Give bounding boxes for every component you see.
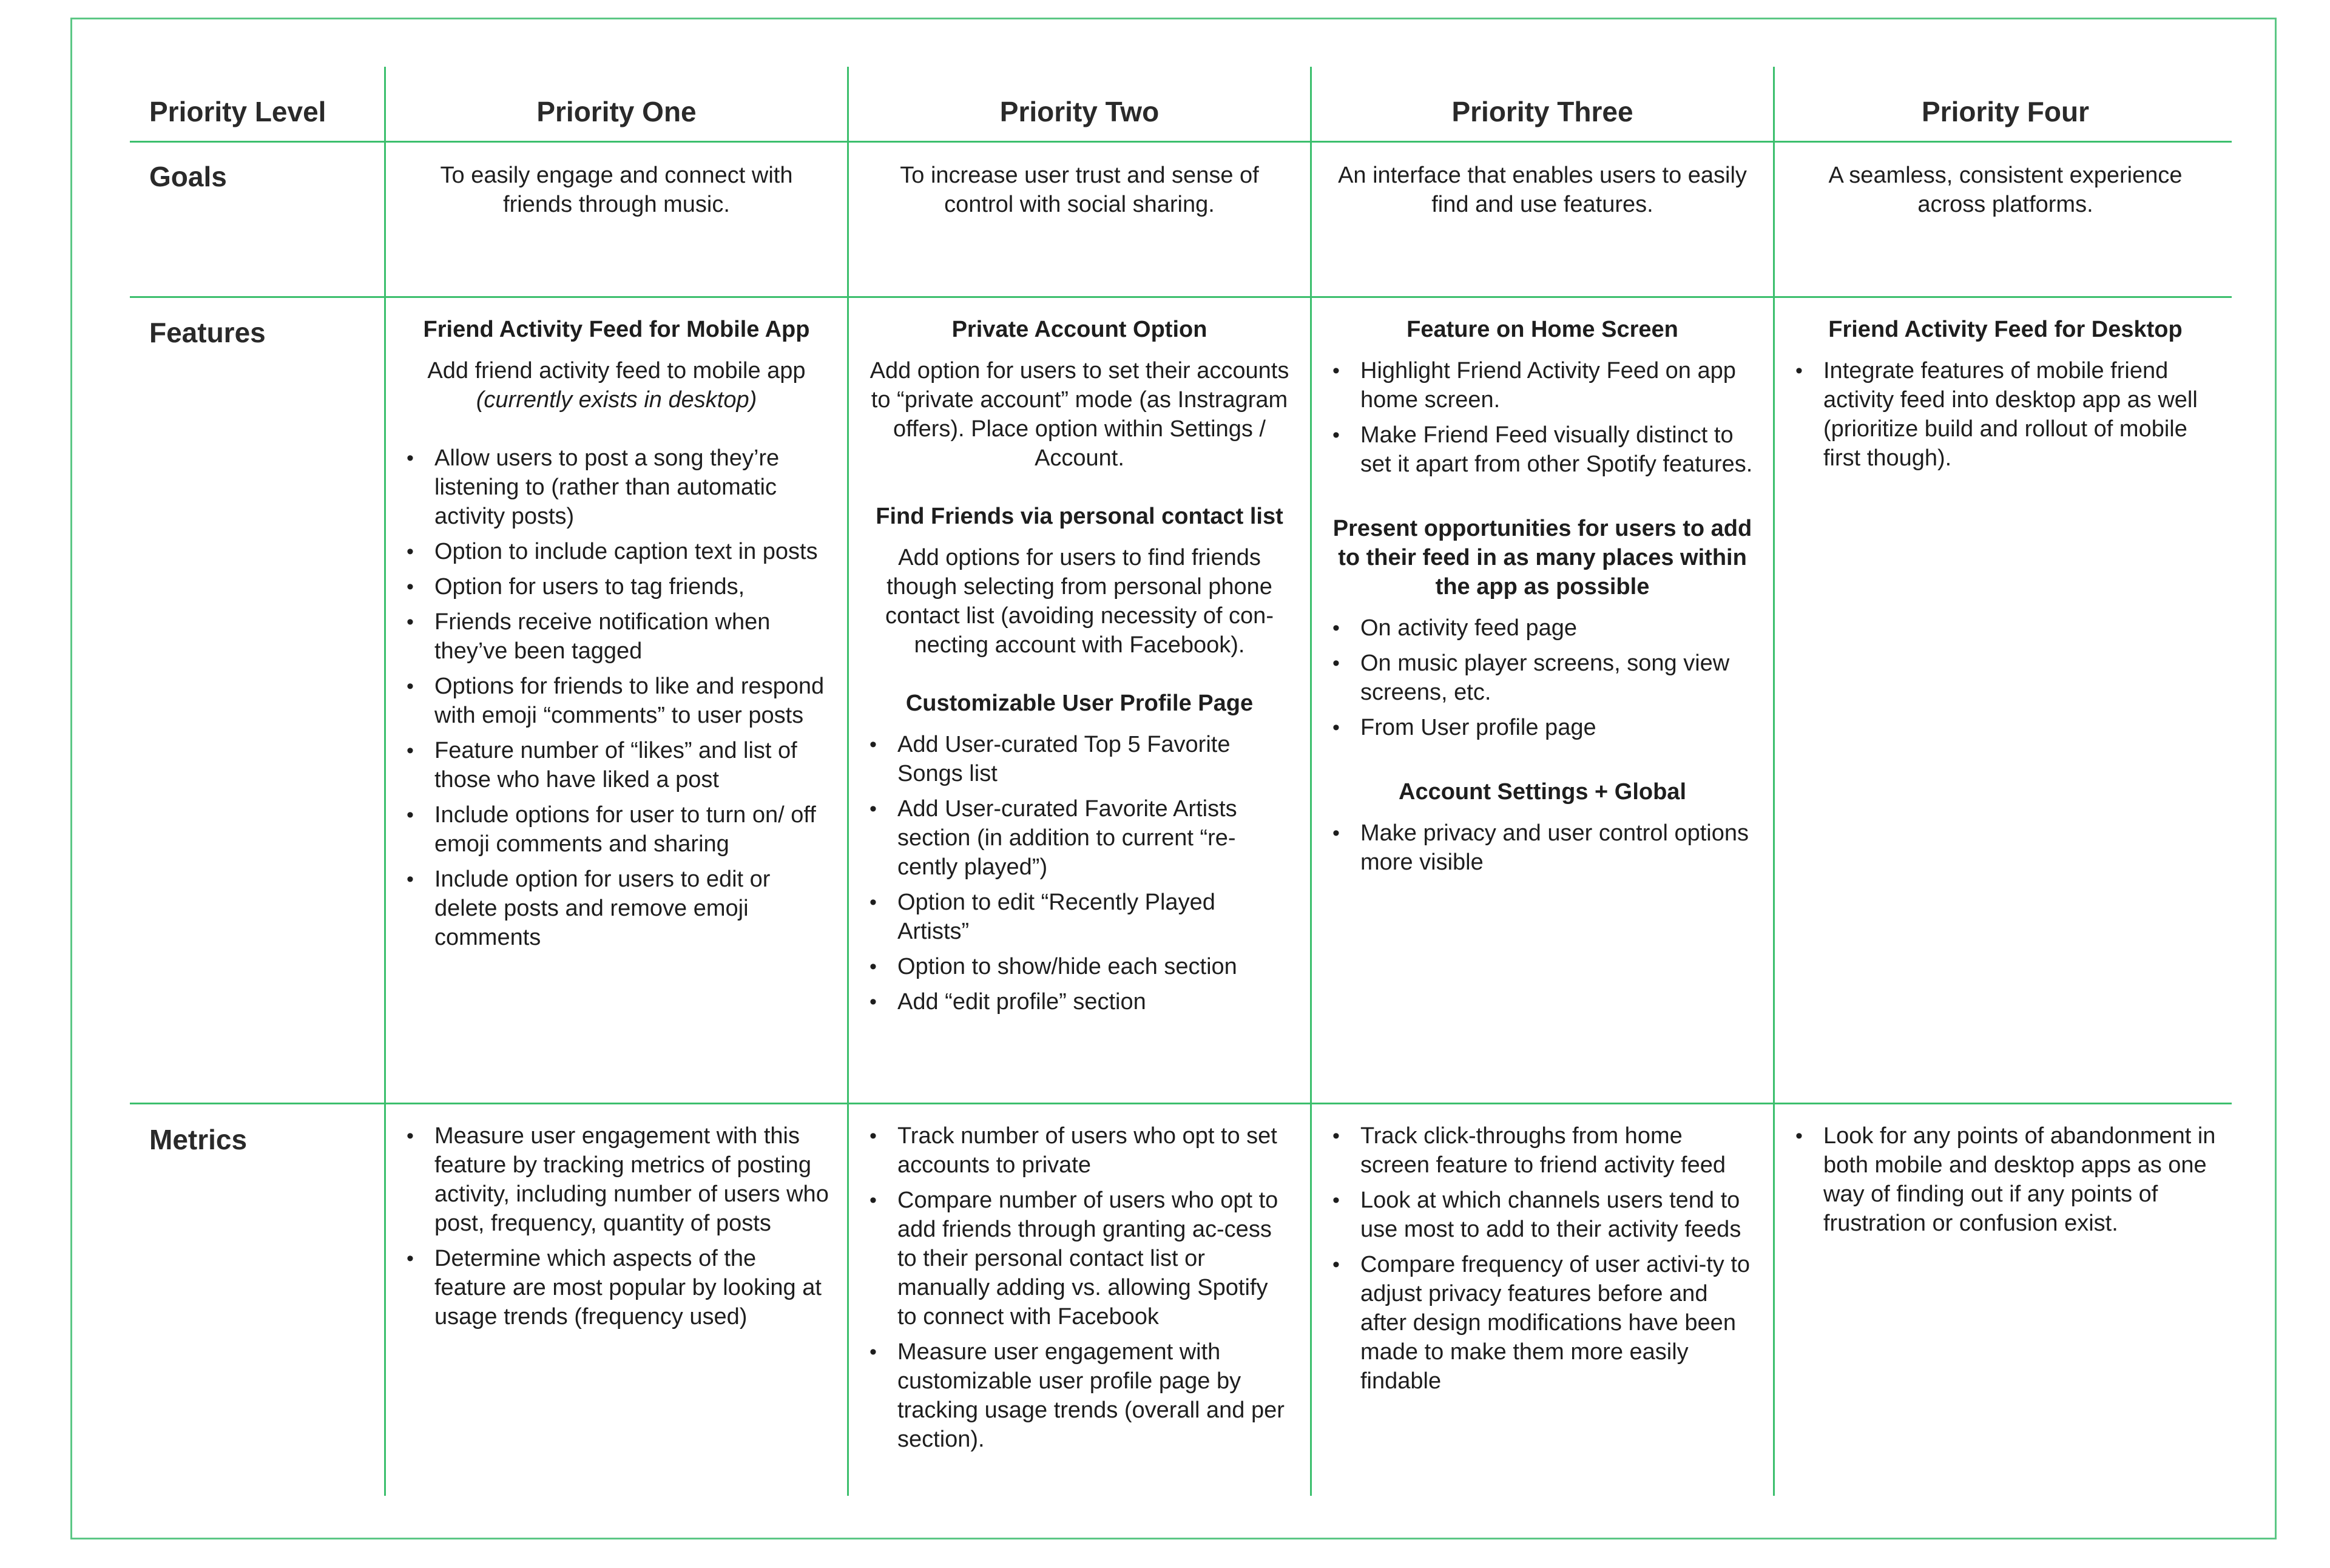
feature-title: Friend Activity Feed for Mobile App	[423, 317, 810, 342]
metrics-bullet-list	[1793, 1121, 2218, 1238]
feature-bullet-list	[867, 730, 1292, 1016]
column-header-priority-four: Priority Four	[1921, 96, 2090, 127]
row-header-features: Features	[149, 317, 266, 348]
list-item: • Option to include caption text in posts	[404, 537, 829, 566]
feature-title: Present opportunities for users to add to their feed in as many places within the app as possible	[1332, 516, 1752, 600]
goal-priority-four: A seamless, consistent experience across platforms.	[1828, 163, 2183, 217]
list-item: • Add User-curated Favorite Artists section (in addition to current “re-cently played”)	[867, 794, 1292, 882]
list-item: • From User profile page	[1330, 713, 1755, 742]
list-item: • Determine which aspects of the feature are most popular by looking at usage trends (frequency used)	[404, 1244, 829, 1331]
feature-title: Private Account Option	[951, 317, 1207, 342]
list-item: • Friends receive notification when they’ve been tagged	[404, 607, 829, 666]
features-priority-three	[1330, 315, 1755, 883]
list-item: • Look for any points of abandonment in both mobile and desktop apps as one way of finding out if any points of frustration or confusion exist.	[1793, 1121, 2218, 1238]
list-item: • Look at which channels users tend to use most to add to their activity feeds	[1330, 1186, 1755, 1244]
list-item: • Option for users to tag friends,	[404, 572, 829, 601]
metrics-priority-three	[1330, 1121, 1755, 1402]
metrics-bullet-list	[404, 1121, 829, 1331]
goal-priority-one: To easily engage and connect with friends through music.	[440, 163, 793, 217]
priority-level-header: Priority Level	[149, 96, 326, 127]
list-item: • Add “edit profile” section	[867, 987, 1292, 1016]
column-divider-2	[847, 67, 849, 1496]
feature-description: Add options for users to find friends though selecting from personal phone contact list (avoiding necessity of con-necting account with Facebook).	[885, 545, 1274, 658]
goals-divider	[130, 296, 2232, 298]
column-divider-3	[1310, 67, 1312, 1496]
list-item: • Compare number of users who opt to add friends through granting ac-cess to their personal contact list or manually adding vs. allowing Spotify to connect with Facebook	[867, 1186, 1292, 1331]
feature-title: Feature on Home Screen	[1406, 317, 1678, 342]
row-header-goals: Goals	[149, 161, 227, 192]
header-divider	[130, 141, 2232, 143]
list-item: • Make Friend Feed visually distinct to set it apart from other Spotify features.	[1330, 421, 1755, 479]
features-priority-two	[867, 315, 1292, 1022]
column-header-priority-three: Priority Three	[1451, 96, 1633, 127]
feature-description: Add friend activity feed to mobile app	[427, 358, 806, 384]
metrics-bullet-list	[1330, 1121, 1755, 1396]
list-item: • Track number of users who opt to set accounts to private	[867, 1121, 1292, 1180]
column-divider-1	[384, 67, 386, 1496]
list-item: • Include options for user to turn on/ off emoji comments and sharing	[404, 800, 829, 859]
feature-title: Find Friends via personal contact list	[876, 504, 1283, 529]
list-item: • Make privacy and user control options more visible	[1330, 819, 1755, 877]
list-item: • Highlight Friend Activity Feed on app home screen.	[1330, 356, 1755, 414]
list-item: • Compare frequency of user activi-ty to adjust privacy features before and after design modifications have been made to make them more easily findable	[1330, 1250, 1755, 1396]
feature-title: Friend Activity Feed for Desktop	[1828, 317, 2183, 342]
column-divider-4	[1773, 67, 1775, 1496]
feature-bullet-list	[1330, 356, 1755, 479]
feature-bullet-list	[404, 444, 829, 952]
feature-note: (currently exists in desktop)	[476, 387, 757, 413]
feature-bullet-list	[1330, 613, 1755, 742]
features-priority-one	[404, 315, 829, 958]
column-header-priority-one: Priority One	[536, 96, 697, 127]
metrics-priority-one	[404, 1121, 829, 1337]
goal-priority-three: An interface that enables users to easily find and use features.	[1338, 163, 1747, 217]
feature-title: Customizable User Profile Page	[905, 691, 1254, 716]
features-divider	[130, 1103, 2232, 1104]
list-item: • Integrate features of mobile friend activity feed into desktop app as well (prioritize build and rollout of mobile first though).	[1793, 356, 2218, 473]
feature-bullet-list	[1793, 356, 2218, 473]
list-item: • Options for friends to like and respond with emoji “comments” to user posts	[404, 672, 829, 730]
metrics-bullet-list	[867, 1121, 1292, 1454]
goal-priority-two: To increase user trust and sense of control with social sharing.	[900, 163, 1259, 217]
list-item: • Feature number of “likes” and list of those who have liked a post	[404, 736, 829, 794]
list-item: • Measure user engagement with customizable user profile page by tracking usage trends (overall and per section).	[867, 1337, 1292, 1454]
list-item: • On music player screens, song view screens, etc.	[1330, 649, 1755, 707]
list-item: • Allow users to post a song they’re listening to (rather than automatic activity posts)	[404, 444, 829, 531]
list-item: • Option to show/hide each section	[867, 952, 1292, 981]
metrics-priority-two	[867, 1121, 1292, 1460]
column-header-priority-two: Priority Two	[999, 96, 1160, 127]
row-header-metrics: Metrics	[149, 1124, 248, 1155]
list-item: • On activity feed page	[1330, 613, 1755, 643]
feature-title: Account Settings + Global	[1399, 779, 1686, 805]
features-priority-four	[1793, 315, 2218, 479]
list-item: • Track click-throughs from home screen feature to friend activity feed	[1330, 1121, 1755, 1180]
feature-bullet-list	[1330, 819, 1755, 877]
metrics-priority-four	[1793, 1121, 2218, 1244]
list-item: • Measure user engagement with this feature by tracking metrics of posting activity, including number of users who post, frequency, quantity of posts	[404, 1121, 829, 1238]
feature-description: Add option for users to set their accounts to “private account” mode (as Instragram offers). Place option within Settings / Account.	[870, 358, 1289, 471]
list-item: • Include option for users to edit or delete posts and remove emoji comments	[404, 865, 829, 952]
list-item: • Add User-curated Top 5 Favorite Songs list	[867, 730, 1292, 788]
list-item: • Option to edit “Recently Played Artists”	[867, 888, 1292, 946]
